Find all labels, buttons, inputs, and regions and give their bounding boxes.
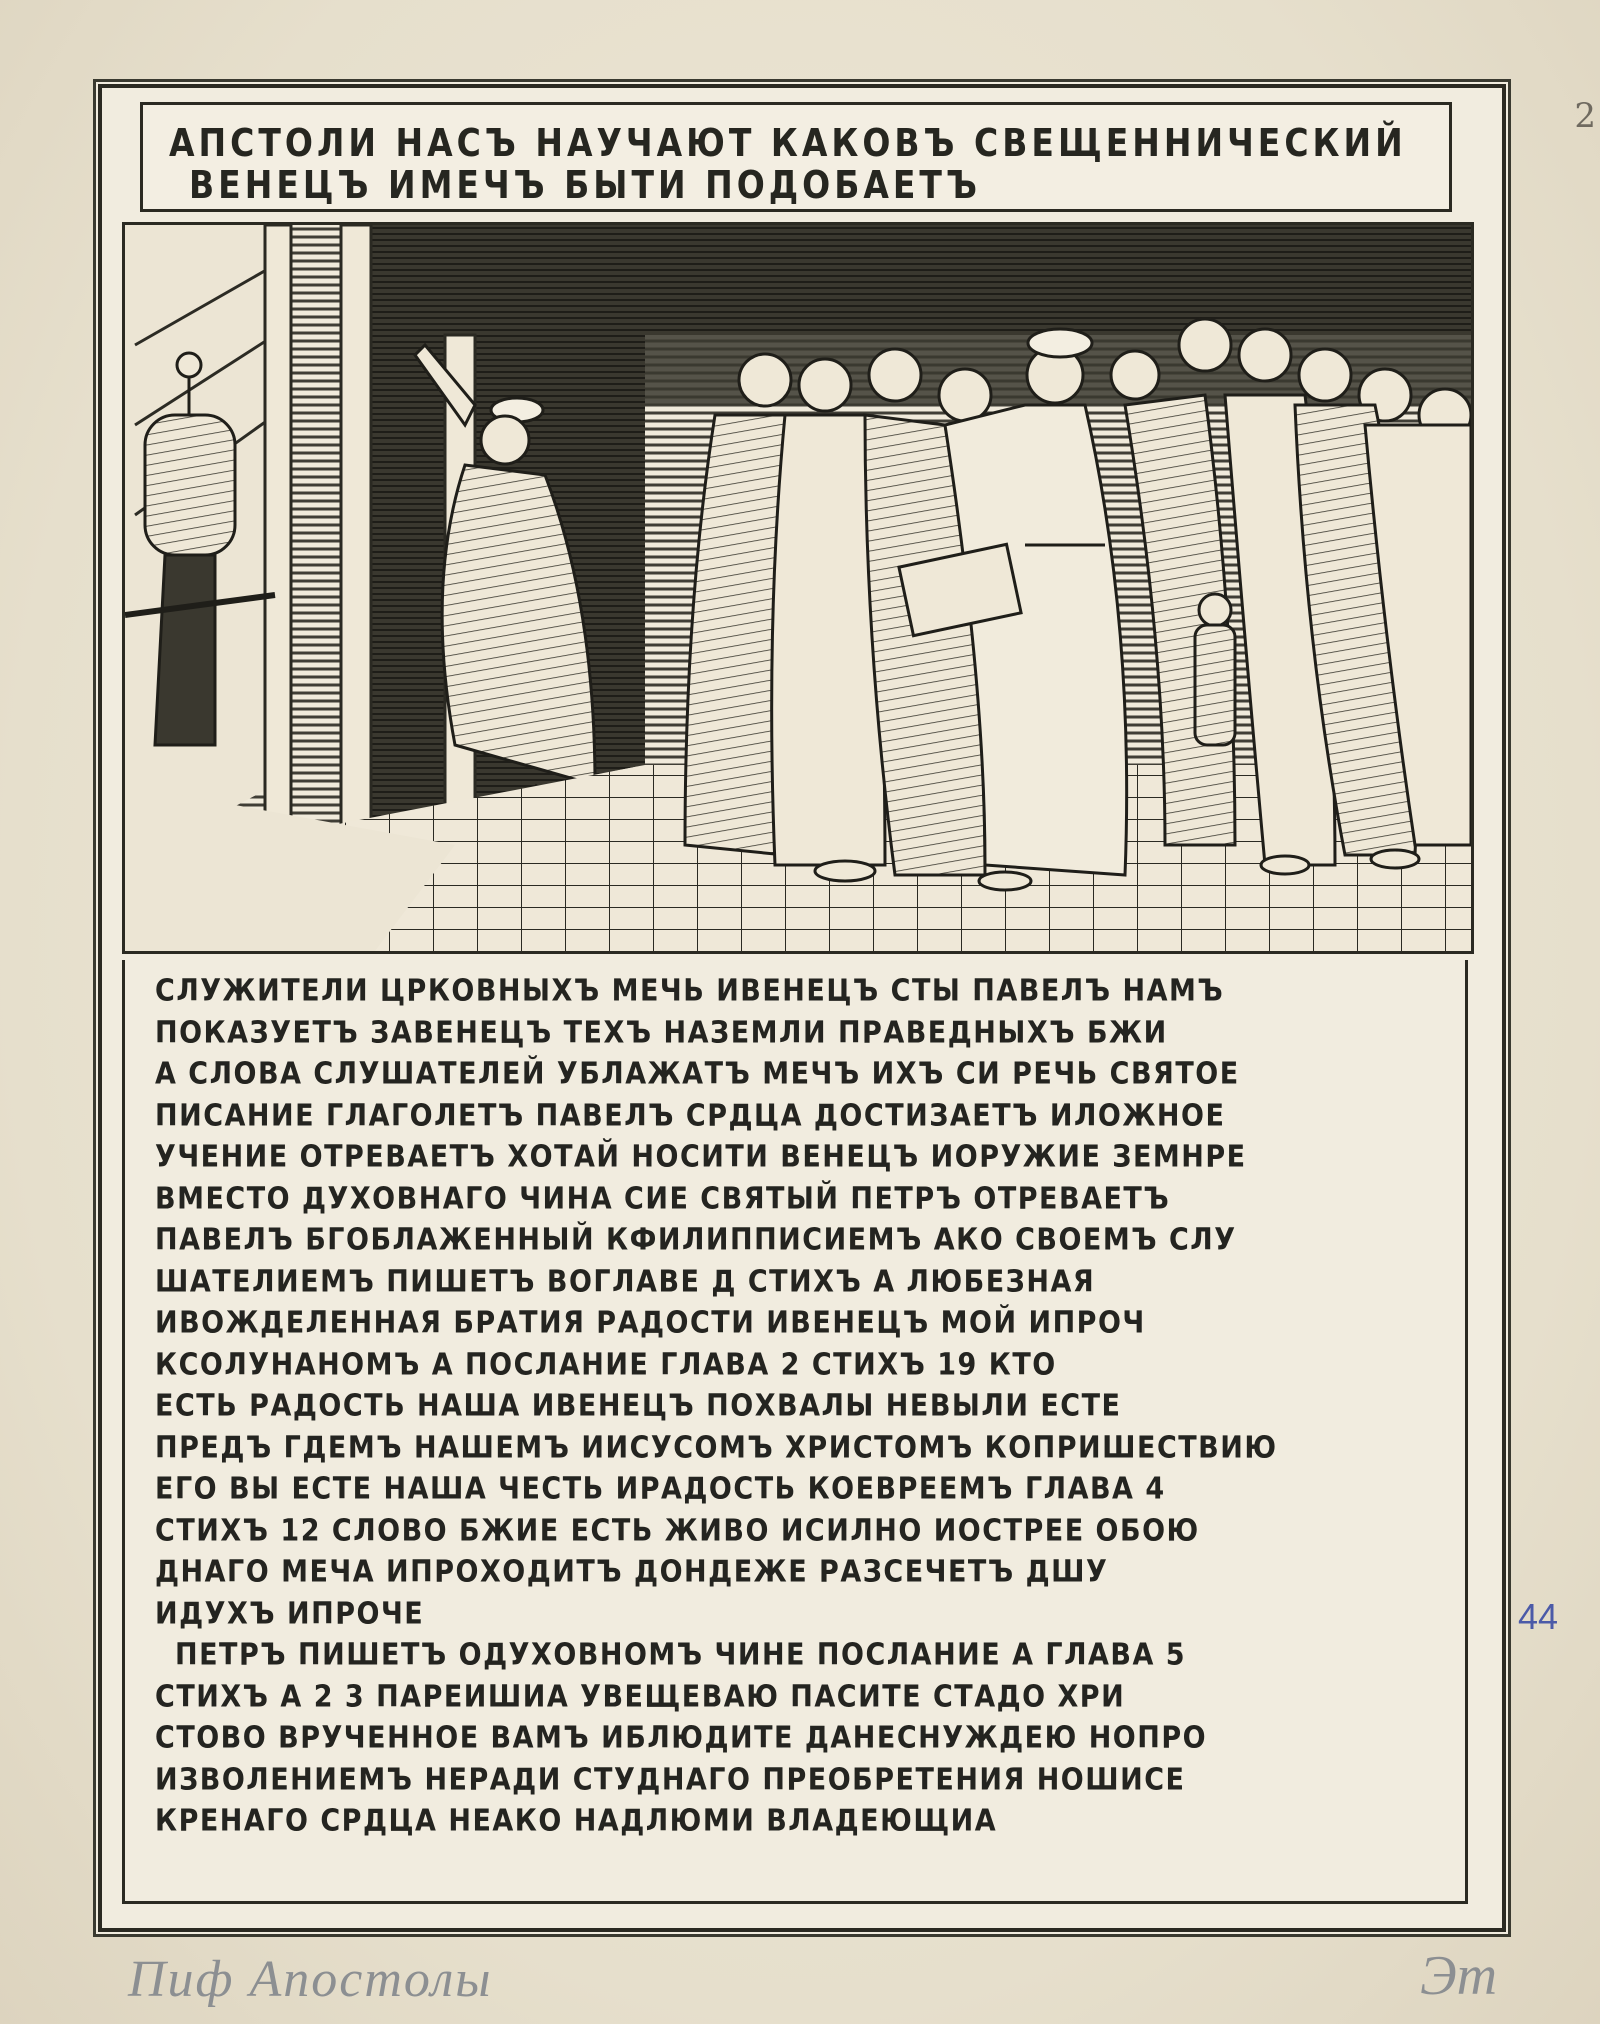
text-line: СТИХЪ 12 СЛОВО БЖИЕ ЕСТЬ ЖИВО ИСИЛНО ИОСТРЕЕ ОБОЮ: [155, 1513, 1200, 1548]
pencil-note-right: Эт: [1420, 1945, 1498, 2007]
caption-box: [140, 102, 1452, 212]
text-line: ИЗВОЛЕНИЕМЪ НЕРАДИ СТУДНАГО ПРЕОБРЕТЕНИЯ НОШИСЕ: [155, 1762, 1186, 1797]
text-line: А СЛОВА СЛУШАТЕЛЕЙ УБЛАЖАТЪ МЕЧЪ ИХЪ СИ РЕЧЬ СВЯТОЕ: [155, 1056, 1240, 1092]
text-line: ЕГО ВЫ ЕСТЕ НАША ЧЕСТЬ ИРАДОСТЬ КОЕВРЕЕМЪ ГЛАВА 4: [155, 1471, 1166, 1507]
text-line: ШАТЕЛИЕМЪ ПИШЕТЪ ВОГЛАВЕ Д СТИХЪ А ЛЮБЕЗНАЯ: [155, 1264, 1096, 1299]
caption-line-2: ВЕНЕЦЪ ИМЕЧЪ БЫТИ ПОДОБАЕТЪ: [189, 162, 981, 207]
text-line: СЛУЖИТЕЛИ ЦРКОВНЫХЪ МЕЧЬ ИВЕНЕЦЪ СТЫ ПАВЕЛЪ НАМЪ: [155, 973, 1225, 1009]
text-line: ПИСАНИЕ ГЛАГОЛЕТЪ ПАВЕЛЪ СРДЦА ДОСТИЗАЕТЪ ИЛОЖНОЕ: [155, 1098, 1226, 1133]
marginal-number: 44: [1518, 1596, 1559, 1637]
text-line: ПОКАЗУЕТЪ ЗАВЕНЕЦЪ ТЕХЪ НАЗЕМЛИ ПРАВЕДНЫХЪ БЖИ: [155, 1015, 1168, 1050]
text-line: ПРЕДЪ ГДЕМЪ НАШЕМЪ ИИСУСОМЪ ХРИСТОМЪ КОПРИШЕСТВИЮ: [155, 1430, 1278, 1465]
text-line: СТИХЪ А 2 3 ПАРЕИШИА УВЕЩЕВАЮ ПАСИТЕ СТАДО ХРИ: [155, 1679, 1126, 1714]
page-number: 2: [1574, 96, 1596, 136]
engraving-illustration: [122, 222, 1474, 954]
text-line: ИДУХЪ ИПРОЧЕ: [155, 1596, 425, 1631]
lubok-print: [98, 84, 1506, 1932]
text-line: КСОЛУНАНОМЪ А ПОСЛАНИЕ ГЛАВА 2 СТИХЪ 19 КТО: [155, 1347, 1057, 1382]
text-block: [122, 960, 1468, 1904]
text-line: ИВОЖДЕЛЕННАЯ БРАТИЯ РАДОСТИ ИВЕНЕЦЪ МОЙ ИПРОЧ: [155, 1305, 1146, 1341]
text-line: ПАВЕЛЪ БГОБЛАЖЕННЫЙ КФИЛИППИСИЕМЪ АКО СВОЕМЪ СЛУ: [155, 1222, 1237, 1258]
text-line: ВМЕСТО ДУХОВНАГО ЧИНА СИЕ СВЯТЫЙ ПЕТРЪ ОТРЕВАЕТЪ: [155, 1181, 1171, 1216]
text-line: КРЕНАГО СРДЦА НЕАКО НАДЛЮМИ ВЛАДЕЮЩИА: [155, 1803, 998, 1839]
pencil-note-left: Пиф Апостолы: [128, 1951, 493, 2008]
text-line: ЕСТЬ РАДОСТЬ НАША ИВЕНЕЦЪ ПОХВАЛЫ НЕВЫЛИ ЕСТЕ: [155, 1388, 1122, 1424]
text-line: УЧЕНИЕ ОТРЕВАЕТЪ ХОТАЙ НОСИТИ ВЕНЕЦЪ ИОРУЖИЕ ЗЕМНРЕ: [155, 1139, 1247, 1175]
text-line: ПЕТРЪ ПИШЕТЪ ОДУХОВНОМЪ ЧИНЕ ПОСЛАНИЕ А ГЛАВА 5: [175, 1637, 1187, 1673]
text-line: ДНАГО МЕЧА ИПРОХОДИТЪ ДОНДЕЖЕ РАЗСЕЧЕТЪ ДШУ: [155, 1554, 1109, 1590]
caption-line-1: АПСТОЛИ НАСЪ НАУЧАЮТ КАКОВЪ СВЕЩЕННИЧЕСКИЙ: [169, 120, 1407, 165]
text-line: СТОВО ВРУЧЕННОЕ ВАМЪ ИБЛЮДИТЕ ДАНЕСНУЖДЕЮ НОПРО: [155, 1720, 1208, 1756]
